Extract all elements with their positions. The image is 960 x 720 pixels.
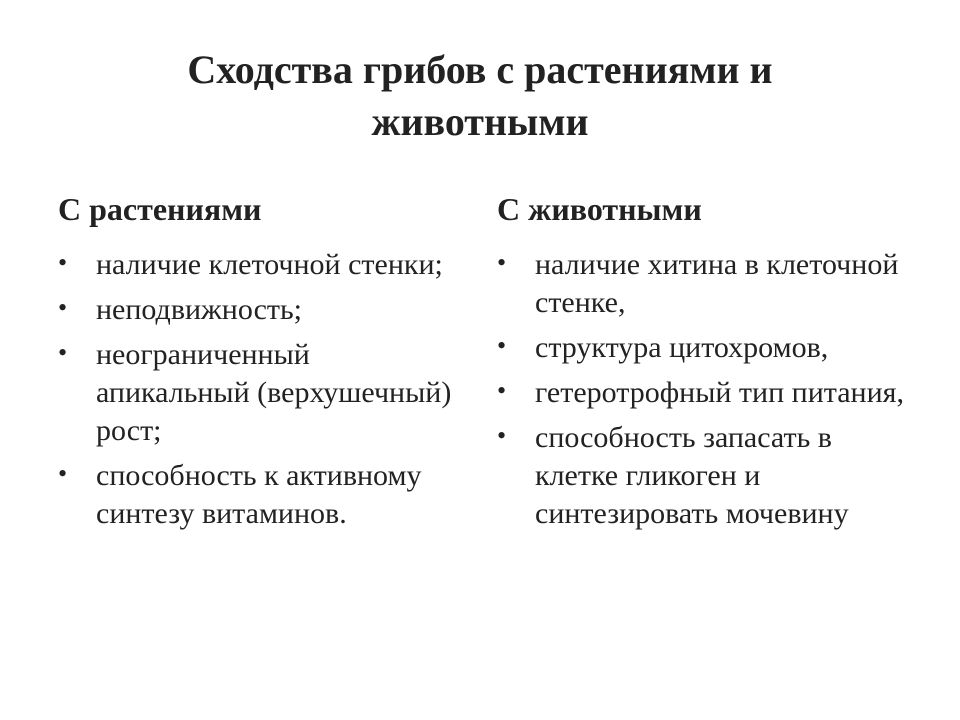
list-item <box>497 246 917 322</box>
list-item-text: неограниченный апикальный (верхушечный) рост; <box>96 338 452 447</box>
animals-heading: С животными <box>497 191 702 227</box>
list-item-text: способность к активному синтезу витаминов. <box>96 459 422 530</box>
plants-heading: С растениями <box>58 191 262 227</box>
slide-title-line-2: животными <box>371 99 589 144</box>
bullet-icon: • <box>58 338 68 367</box>
list-item <box>58 457 458 533</box>
list-item-text: гетеротрофный тип питания, <box>535 376 904 409</box>
bullet-icon: • <box>58 293 68 322</box>
list-item <box>58 336 458 450</box>
list-item <box>497 419 917 533</box>
bullet-icon: • <box>58 248 68 277</box>
bullet-icon: • <box>58 459 68 488</box>
animals-column <box>497 190 917 540</box>
plants-column <box>58 190 458 540</box>
list-item-text: способность запасать в клетке гликоген и синтезировать мочевину <box>535 421 849 530</box>
slide-title-line-1: Сходства грибов с растениями и <box>187 47 773 92</box>
bullet-icon: • <box>497 331 507 360</box>
list-item-text: неподвижность; <box>96 293 303 326</box>
animals-list <box>497 246 917 533</box>
plants-list <box>58 246 458 533</box>
list-item <box>497 329 917 367</box>
list-item <box>58 246 458 284</box>
bullet-icon: • <box>497 376 507 405</box>
bullet-icon: • <box>497 248 507 277</box>
slide-title <box>120 44 840 148</box>
list-item <box>58 291 458 329</box>
list-item <box>497 374 917 412</box>
list-item-text: структура цитохромов, <box>535 331 829 364</box>
bullet-icon: • <box>497 421 507 450</box>
list-item-text: наличие клеточной стенки; <box>96 248 443 281</box>
list-item-text: наличие хитина в клеточной стенке, <box>535 248 899 319</box>
